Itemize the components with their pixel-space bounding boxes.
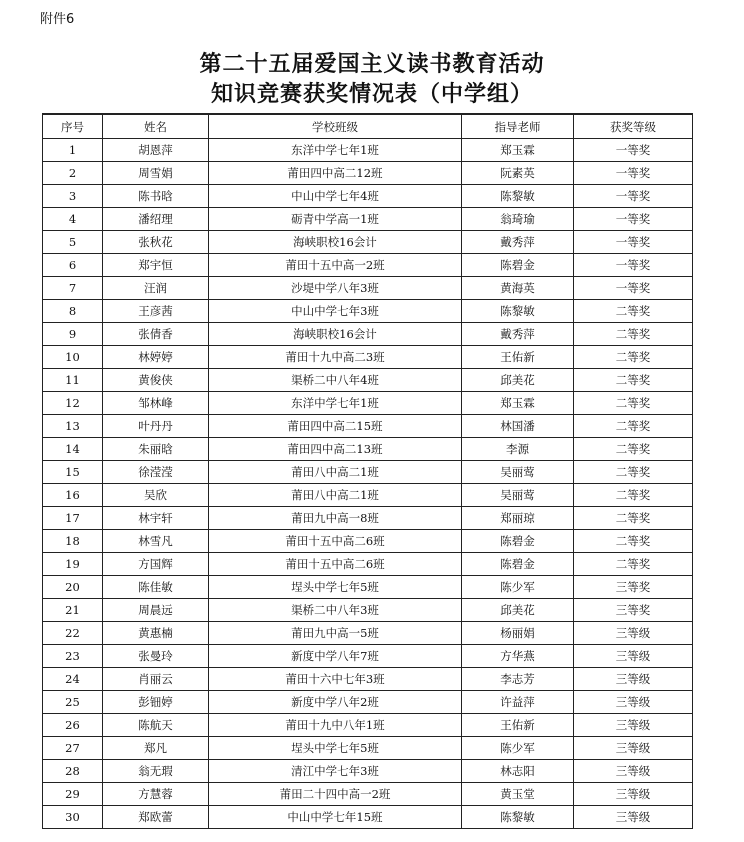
cell-award-level: 一等奖 xyxy=(574,139,693,162)
cell-name: 陈航天 xyxy=(103,714,209,737)
cell-award-level: 一等奖 xyxy=(574,231,693,254)
table-row xyxy=(43,806,693,829)
cell-name: 翁无瑕 xyxy=(103,760,209,783)
cell-school-class: 莆田十五中高二6班 xyxy=(209,530,462,553)
cell-award-level: 三等级 xyxy=(574,622,693,645)
cell-index: 18 xyxy=(43,530,103,553)
cell-name: 胡恩萍 xyxy=(103,139,209,162)
cell-school-class: 东洋中学七年1班 xyxy=(209,139,462,162)
cell-teacher: 邱美花 xyxy=(462,599,574,622)
cell-index: 10 xyxy=(43,346,103,369)
cell-teacher: 陈少军 xyxy=(462,737,574,760)
cell-index: 8 xyxy=(43,300,103,323)
table-row xyxy=(43,438,693,461)
cell-name: 王彦茜 xyxy=(103,300,209,323)
cell-school-class: 埕头中学七年5班 xyxy=(209,576,462,599)
cell-school-class: 莆田十九中八年1班 xyxy=(209,714,462,737)
cell-school-class: 埕头中学七年5班 xyxy=(209,737,462,760)
header-teacher: 指导老师 xyxy=(462,114,574,139)
cell-school-class: 东洋中学七年1班 xyxy=(209,392,462,415)
cell-index: 13 xyxy=(43,415,103,438)
page-title: 第二十五届爱国主义读书教育活动 xyxy=(199,52,545,77)
cell-award-level: 二等奖 xyxy=(574,530,693,553)
header-name: 姓名 xyxy=(103,114,209,139)
cell-name: 汪润 xyxy=(103,277,209,300)
cell-name: 吴欣 xyxy=(103,484,209,507)
cell-teacher: 陈黎敏 xyxy=(462,185,574,208)
cell-index: 7 xyxy=(43,277,103,300)
cell-name: 方慧蓉 xyxy=(103,783,209,806)
cell-teacher: 翁琦瑜 xyxy=(462,208,574,231)
cell-award-level: 三等级 xyxy=(574,806,693,829)
cell-award-level: 二等奖 xyxy=(574,415,693,438)
cell-school-class: 莆田四中高二15班 xyxy=(209,415,462,438)
cell-award-level: 三等奖 xyxy=(574,599,693,622)
cell-school-class: 莆田四中高二13班 xyxy=(209,438,462,461)
cell-name: 陈佳敏 xyxy=(103,576,209,599)
table-row xyxy=(43,415,693,438)
header-award-level: 获奖等级 xyxy=(574,114,693,139)
table-row xyxy=(43,346,693,369)
table-row xyxy=(43,208,693,231)
cell-teacher: 方华燕 xyxy=(462,645,574,668)
table-row xyxy=(43,760,693,783)
cell-index: 21 xyxy=(43,599,103,622)
cell-name: 张曼玲 xyxy=(103,645,209,668)
cell-award-level: 二等奖 xyxy=(574,300,693,323)
table-row xyxy=(43,300,693,323)
cell-school-class: 新度中学八年2班 xyxy=(209,691,462,714)
table-row xyxy=(43,691,693,714)
cell-teacher: 阮素英 xyxy=(462,162,574,185)
cell-teacher: 黄玉堂 xyxy=(462,783,574,806)
cell-award-level: 一等奖 xyxy=(574,277,693,300)
cell-index: 29 xyxy=(43,783,103,806)
cell-index: 5 xyxy=(43,231,103,254)
table-row xyxy=(43,783,693,806)
cell-school-class: 沙堤中学八年3班 xyxy=(209,277,462,300)
page-subtitle: 知识竞赛获奖情况表（中学组） xyxy=(210,82,533,107)
cell-school-class: 渠桥二中八年3班 xyxy=(209,599,462,622)
table-row xyxy=(43,254,693,277)
cell-index: 12 xyxy=(43,392,103,415)
cell-name: 彭钿婷 xyxy=(103,691,209,714)
table-row xyxy=(43,185,693,208)
cell-school-class: 海峡职校16会计 xyxy=(209,323,462,346)
table-header-row xyxy=(43,114,693,139)
header-index: 序号 xyxy=(43,114,103,139)
cell-teacher: 陈少军 xyxy=(462,576,574,599)
cell-name: 黄俊侠 xyxy=(103,369,209,392)
cell-award-level: 三等级 xyxy=(574,783,693,806)
cell-index: 2 xyxy=(43,162,103,185)
cell-name: 郑欧蕾 xyxy=(103,806,209,829)
cell-school-class: 莆田十六中七年3班 xyxy=(209,668,462,691)
cell-school-class: 砺青中学高一1班 xyxy=(209,208,462,231)
cell-index: 16 xyxy=(43,484,103,507)
cell-teacher: 陈碧金 xyxy=(462,530,574,553)
cell-teacher: 陈黎敏 xyxy=(462,300,574,323)
cell-index: 15 xyxy=(43,461,103,484)
cell-name: 林婷婷 xyxy=(103,346,209,369)
table-row xyxy=(43,622,693,645)
cell-award-level: 二等奖 xyxy=(574,369,693,392)
cell-teacher: 郑丽琼 xyxy=(462,507,574,530)
cell-index: 22 xyxy=(43,622,103,645)
cell-award-level: 一等奖 xyxy=(574,254,693,277)
cell-name: 肖丽云 xyxy=(103,668,209,691)
cell-index: 23 xyxy=(43,645,103,668)
table-row xyxy=(43,553,693,576)
cell-teacher: 陈黎敏 xyxy=(462,806,574,829)
cell-school-class: 新度中学八年7班 xyxy=(209,645,462,668)
cell-index: 14 xyxy=(43,438,103,461)
cell-award-level: 三等级 xyxy=(574,691,693,714)
cell-school-class: 莆田九中高一8班 xyxy=(209,507,462,530)
cell-name: 张秋花 xyxy=(103,231,209,254)
table-row xyxy=(43,461,693,484)
cell-teacher: 许益萍 xyxy=(462,691,574,714)
table-row xyxy=(43,277,693,300)
cell-teacher: 李志芳 xyxy=(462,668,574,691)
cell-teacher: 陈碧金 xyxy=(462,254,574,277)
cell-teacher: 郑玉霖 xyxy=(462,392,574,415)
cell-name: 叶丹丹 xyxy=(103,415,209,438)
cell-teacher: 吴丽莺 xyxy=(462,484,574,507)
cell-name: 郑凡 xyxy=(103,737,209,760)
cell-index: 25 xyxy=(43,691,103,714)
cell-teacher: 杨丽娟 xyxy=(462,622,574,645)
cell-award-level: 一等奖 xyxy=(574,208,693,231)
cell-school-class: 莆田二十四中高一2班 xyxy=(209,783,462,806)
cell-award-level: 三等级 xyxy=(574,737,693,760)
table-row xyxy=(43,576,693,599)
cell-name: 周雪娟 xyxy=(103,162,209,185)
cell-award-level: 三等奖 xyxy=(574,576,693,599)
cell-award-level: 二等奖 xyxy=(574,323,693,346)
cell-index: 4 xyxy=(43,208,103,231)
cell-index: 17 xyxy=(43,507,103,530)
cell-index: 1 xyxy=(43,139,103,162)
cell-school-class: 莆田四中高二12班 xyxy=(209,162,462,185)
cell-index: 24 xyxy=(43,668,103,691)
header-school-class: 学校班级 xyxy=(209,114,462,139)
cell-teacher: 郑玉霖 xyxy=(462,139,574,162)
cell-award-level: 二等奖 xyxy=(574,438,693,461)
cell-award-level: 一等奖 xyxy=(574,162,693,185)
table-row xyxy=(43,231,693,254)
cell-name: 朱丽晗 xyxy=(103,438,209,461)
table-row xyxy=(43,645,693,668)
table-row xyxy=(43,668,693,691)
cell-school-class: 中山中学七年3班 xyxy=(209,300,462,323)
cell-name: 周晨远 xyxy=(103,599,209,622)
cell-teacher: 王佑新 xyxy=(462,714,574,737)
table-row xyxy=(43,507,693,530)
cell-award-level: 一等奖 xyxy=(574,185,693,208)
cell-award-level: 二等奖 xyxy=(574,346,693,369)
table-row xyxy=(43,714,693,737)
cell-name: 林宇轩 xyxy=(103,507,209,530)
cell-index: 27 xyxy=(43,737,103,760)
cell-award-level: 二等奖 xyxy=(574,507,693,530)
table-row xyxy=(43,484,693,507)
cell-teacher: 邱美花 xyxy=(462,369,574,392)
cell-index: 20 xyxy=(43,576,103,599)
cell-teacher: 林志阳 xyxy=(462,760,574,783)
cell-teacher: 戴秀萍 xyxy=(462,231,574,254)
table-body xyxy=(43,139,693,829)
cell-index: 26 xyxy=(43,714,103,737)
cell-teacher: 王佑新 xyxy=(462,346,574,369)
cell-award-level: 三等级 xyxy=(574,714,693,737)
cell-award-level: 三等级 xyxy=(574,760,693,783)
cell-teacher: 吴丽莺 xyxy=(462,461,574,484)
cell-school-class: 莆田十九中高二3班 xyxy=(209,346,462,369)
cell-award-level: 二等奖 xyxy=(574,461,693,484)
table-row xyxy=(43,369,693,392)
cell-name: 林雪凡 xyxy=(103,530,209,553)
cell-school-class: 中山中学七年15班 xyxy=(209,806,462,829)
cell-school-class: 渠桥二中八年4班 xyxy=(209,369,462,392)
cell-name: 黄惠楠 xyxy=(103,622,209,645)
cell-award-level: 二等奖 xyxy=(574,553,693,576)
cell-index: 9 xyxy=(43,323,103,346)
table-row xyxy=(43,599,693,622)
table-row xyxy=(43,139,693,162)
cell-school-class: 莆田九中高一5班 xyxy=(209,622,462,645)
cell-teacher: 陈碧金 xyxy=(462,553,574,576)
cell-school-class: 莆田八中高二1班 xyxy=(209,484,462,507)
cell-name: 方国辉 xyxy=(103,553,209,576)
cell-index: 6 xyxy=(43,254,103,277)
cell-teacher: 黄海英 xyxy=(462,277,574,300)
table-row xyxy=(43,392,693,415)
cell-school-class: 中山中学七年4班 xyxy=(209,185,462,208)
table-row xyxy=(43,323,693,346)
attachment-label: 附件6 xyxy=(40,12,75,27)
cell-award-level: 三等级 xyxy=(574,668,693,691)
cell-name: 张倩香 xyxy=(103,323,209,346)
table-row xyxy=(43,530,693,553)
table-row xyxy=(43,162,693,185)
cell-name: 邹林峰 xyxy=(103,392,209,415)
cell-name: 徐滢滢 xyxy=(103,461,209,484)
cell-index: 11 xyxy=(43,369,103,392)
cell-name: 潘绍理 xyxy=(103,208,209,231)
cell-index: 3 xyxy=(43,185,103,208)
cell-school-class: 清江中学七年3班 xyxy=(209,760,462,783)
cell-name: 郑宇恒 xyxy=(103,254,209,277)
cell-award-level: 三等级 xyxy=(574,645,693,668)
cell-award-level: 二等奖 xyxy=(574,484,693,507)
cell-school-class: 莆田十五中高二6班 xyxy=(209,553,462,576)
cell-index: 19 xyxy=(43,553,103,576)
cell-teacher: 戴秀萍 xyxy=(462,323,574,346)
cell-teacher: 李源 xyxy=(462,438,574,461)
award-table xyxy=(42,113,693,829)
cell-award-level: 二等奖 xyxy=(574,392,693,415)
cell-name: 陈书晗 xyxy=(103,185,209,208)
cell-school-class: 海峡职校16会计 xyxy=(209,231,462,254)
cell-index: 28 xyxy=(43,760,103,783)
cell-teacher: 林国潘 xyxy=(462,415,574,438)
cell-school-class: 莆田十五中高一2班 xyxy=(209,254,462,277)
cell-index: 30 xyxy=(43,806,103,829)
cell-school-class: 莆田八中高二1班 xyxy=(209,461,462,484)
table-row xyxy=(43,737,693,760)
